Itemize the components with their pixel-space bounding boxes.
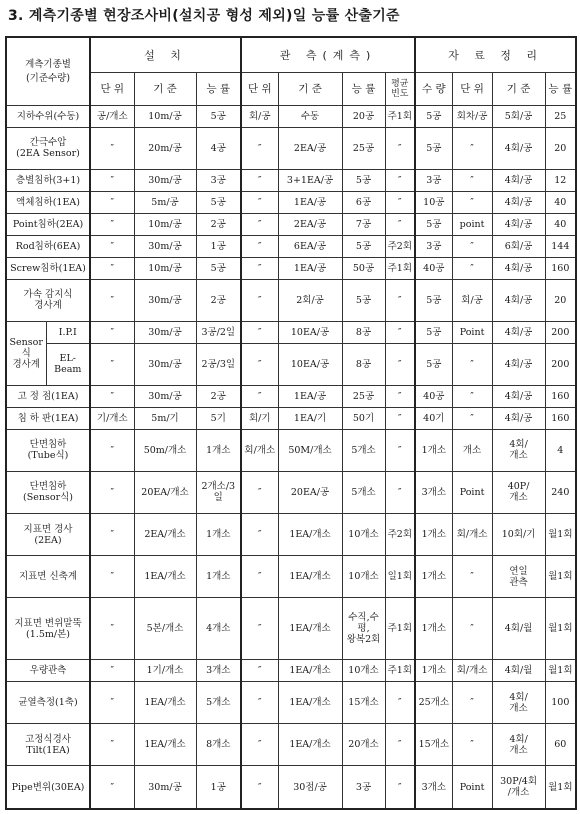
cell-d-qty: 5공	[415, 343, 452, 385]
table-row	[6, 213, 576, 235]
table-row	[6, 766, 576, 809]
cell-o-eff: 6공	[342, 191, 385, 213]
cell-o-unit: ″	[241, 127, 278, 169]
cell-o-std: 1EA/개소	[278, 660, 342, 682]
cell-d-std: 4회/ 개소	[492, 724, 545, 766]
cell-i-eff: 2공	[196, 213, 241, 235]
cell-i-eff: 3개소	[196, 660, 241, 682]
cell-i-unit: ″	[90, 556, 134, 598]
table-row	[6, 235, 576, 257]
item-label: 지표면 경사 (2EA)	[6, 513, 90, 555]
cell-o-eff: 수직,수평, 왕복2회	[342, 598, 385, 660]
cell-i-unit: ″	[90, 257, 134, 279]
cell-i-eff: 8개소	[196, 724, 241, 766]
item-label: 간극수압 (2EA Sensor)	[6, 127, 90, 169]
cell-i-std: 30m/공	[134, 321, 196, 343]
cell-d-eff: 200	[545, 321, 576, 343]
cell-i-eff: 1개소	[196, 429, 241, 471]
cell-d-qty: 3공	[415, 170, 452, 192]
cell-d-std: 5회/공	[492, 106, 545, 128]
cell-d-qty: 25개소	[415, 682, 452, 724]
cell-i-eff: 1개소	[196, 556, 241, 598]
cell-o-eff: 5개소	[342, 429, 385, 471]
cell-i-std: 30m/공	[134, 235, 196, 257]
table-row	[6, 660, 576, 682]
cell-o-unit: ″	[241, 385, 278, 407]
cell-d-eff: 200	[545, 343, 576, 385]
header-organize-qty: 수 량	[415, 73, 452, 106]
table-row	[6, 170, 576, 192]
cell-d-eff: 12	[545, 170, 576, 192]
cell-o-std: 1EA/개소	[278, 513, 342, 555]
cell-o-std: 2회/공	[278, 279, 342, 321]
cell-o-unit: ″	[241, 235, 278, 257]
cell-d-eff: 40	[545, 191, 576, 213]
cell-o-freq: 주2회	[385, 513, 415, 555]
cell-o-freq: ″	[385, 407, 415, 429]
cell-o-unit: ″	[241, 343, 278, 385]
item-label: Rod침하(6EA)	[6, 235, 90, 257]
cell-d-unit: point	[452, 213, 492, 235]
cell-d-std: 4회/공	[492, 343, 545, 385]
cell-d-unit: ″	[452, 343, 492, 385]
cell-o-unit: ″	[241, 766, 278, 809]
cell-d-qty: 1개소	[415, 556, 452, 598]
page-title: 3. 계측기종별 현장조사비(설치공 형성 제외)일 능률 산출기준	[8, 8, 400, 24]
cell-i-std: 30m/공	[134, 766, 196, 809]
cell-d-unit: ″	[452, 385, 492, 407]
cell-d-eff: 240	[545, 471, 576, 513]
table-row	[6, 321, 576, 343]
cell-i-eff: 1개소	[196, 513, 241, 555]
cell-d-unit: Point	[452, 321, 492, 343]
item-label: 단면침하 (Sensor식)	[6, 471, 90, 513]
cell-i-std: 1EA/개소	[134, 556, 196, 598]
cell-o-unit: 회/기	[241, 407, 278, 429]
cell-d-eff: 100	[545, 682, 576, 724]
cell-d-qty: 1개소	[415, 598, 452, 660]
cell-o-eff: 5공	[342, 235, 385, 257]
cell-d-qty: 40공	[415, 257, 452, 279]
cell-i-eff: 2공	[196, 279, 241, 321]
cell-o-eff: 3공	[342, 766, 385, 809]
cell-o-unit: 회/개소	[241, 429, 278, 471]
cell-o-eff: 10개소	[342, 513, 385, 555]
header-observe-efficiency: 능 률	[342, 73, 385, 106]
cell-o-unit: 회/공	[241, 106, 278, 128]
cell-d-qty: 40공	[415, 385, 452, 407]
cell-o-freq: ″	[385, 170, 415, 192]
cell-o-unit: ″	[241, 556, 278, 598]
cell-i-std: 20m/공	[134, 127, 196, 169]
header-observe-avg-freq: 평균 빈도	[385, 73, 415, 106]
cell-d-unit: 회차/공	[452, 106, 492, 128]
cell-i-unit: ″	[90, 235, 134, 257]
cell-o-std: 수동	[278, 106, 342, 128]
cell-o-eff: 8공	[342, 343, 385, 385]
cell-o-freq: 주1회	[385, 660, 415, 682]
cell-o-unit: ″	[241, 213, 278, 235]
cell-o-freq: ″	[385, 321, 415, 343]
table-row	[6, 513, 576, 555]
cell-o-std: 20EA/공	[278, 471, 342, 513]
cell-d-eff: 60	[545, 724, 576, 766]
cell-d-std: 4회/공	[492, 257, 545, 279]
item-label: Pipe변위(30EA)	[6, 766, 90, 809]
cell-o-eff: 10개소	[342, 660, 385, 682]
cell-i-unit: ″	[90, 385, 134, 407]
cell-o-freq: ″	[385, 724, 415, 766]
cell-i-std: 10m/공	[134, 213, 196, 235]
sensor-sub-label: I.P.I	[46, 321, 90, 343]
cell-d-unit: ″	[452, 235, 492, 257]
table-row	[6, 471, 576, 513]
cell-o-std: 10EA/공	[278, 343, 342, 385]
cell-i-std: 30m/공	[134, 170, 196, 192]
cell-o-unit: ″	[241, 682, 278, 724]
cell-d-std: 4회/공	[492, 407, 545, 429]
cell-i-eff: 3공/2일	[196, 321, 241, 343]
cell-o-std: 2EA/공	[278, 127, 342, 169]
cell-d-eff: 20	[545, 279, 576, 321]
cell-o-eff: 20개소	[342, 724, 385, 766]
cell-d-std: 4회/공	[492, 279, 545, 321]
cell-i-std: 30m/공	[134, 385, 196, 407]
cell-i-unit: ″	[90, 191, 134, 213]
cell-d-qty: 3개소	[415, 471, 452, 513]
cell-o-unit: ″	[241, 724, 278, 766]
cell-i-unit: ″	[90, 724, 134, 766]
item-label: 침 하 판(1EA)	[6, 407, 90, 429]
table-row	[6, 429, 576, 471]
table-row	[6, 257, 576, 279]
cell-o-unit: ″	[241, 191, 278, 213]
cell-o-unit: ″	[241, 170, 278, 192]
cell-d-eff: 40	[545, 213, 576, 235]
cell-i-eff: 1공	[196, 766, 241, 809]
cell-o-unit: ″	[241, 471, 278, 513]
cell-d-unit: Point	[452, 766, 492, 809]
cell-i-unit: ″	[90, 170, 134, 192]
table-body	[6, 106, 576, 810]
table-row	[6, 191, 576, 213]
cell-o-std: 1EA/개소	[278, 682, 342, 724]
cell-d-std: 4회/공	[492, 321, 545, 343]
cell-i-eff: 1공	[196, 235, 241, 257]
cell-o-std: 1EA/개소	[278, 598, 342, 660]
cell-d-qty: 5공	[415, 106, 452, 128]
cell-o-freq: ″	[385, 127, 415, 169]
cell-i-eff: 2공	[196, 385, 241, 407]
cell-d-unit: 회/공	[452, 279, 492, 321]
cell-o-freq: ″	[385, 343, 415, 385]
cell-d-unit: ″	[452, 170, 492, 192]
cell-d-eff: 월1회	[545, 598, 576, 660]
cell-o-eff: 5공	[342, 279, 385, 321]
item-label: 우량관측	[6, 660, 90, 682]
cell-i-std: 2EA/개소	[134, 513, 196, 555]
cell-o-std: 1EA/개소	[278, 556, 342, 598]
header-install-unit: 단 위	[90, 73, 134, 106]
cell-o-eff: 5개소	[342, 471, 385, 513]
cell-d-std: 4회/공	[492, 170, 545, 192]
cell-d-qty: 10공	[415, 191, 452, 213]
cell-d-unit: ″	[452, 191, 492, 213]
cell-d-std: 6회/공	[492, 235, 545, 257]
cell-o-std: 1EA/공	[278, 257, 342, 279]
cell-o-std: 1EA/공	[278, 385, 342, 407]
cell-o-std: 30점/공	[278, 766, 342, 809]
cell-i-eff: 5공	[196, 257, 241, 279]
cell-o-freq: 주1회	[385, 598, 415, 660]
header-install-efficiency: 능 률	[196, 73, 241, 106]
cell-o-eff: 25공	[342, 127, 385, 169]
item-label: 층별침하(3+1)	[6, 170, 90, 192]
item-label: 고 정 점(1EA)	[6, 385, 90, 407]
header-group-organize: 자 료 정 리	[415, 37, 576, 73]
item-label: 가속 감지식 경사계	[6, 279, 90, 321]
cell-i-eff: 4개소	[196, 598, 241, 660]
cell-i-unit: ″	[90, 598, 134, 660]
cell-i-unit: 기/개소	[90, 407, 134, 429]
cell-i-std: 10m/공	[134, 257, 196, 279]
table-row	[6, 407, 576, 429]
cell-d-qty: 3개소	[415, 766, 452, 809]
cell-o-freq: 일1회	[385, 556, 415, 598]
cell-o-std: 1EA/개소	[278, 724, 342, 766]
cell-o-freq: ″	[385, 429, 415, 471]
table-row	[6, 127, 576, 169]
item-label: 액체침하(1EA)	[6, 191, 90, 213]
cell-d-std: 4회/ 개소	[492, 682, 545, 724]
cell-i-std: 10m/공	[134, 106, 196, 128]
cell-o-unit: ″	[241, 321, 278, 343]
cell-o-eff: 15개소	[342, 682, 385, 724]
header-organize-unit: 단 위	[452, 73, 492, 106]
header-organize-efficiency: 능 률	[545, 73, 576, 106]
cell-d-unit: 회/개소	[452, 660, 492, 682]
cell-o-eff: 50기	[342, 407, 385, 429]
table-row	[6, 385, 576, 407]
header-observe-unit: 단 위	[241, 73, 278, 106]
cell-o-freq: ″	[385, 213, 415, 235]
cell-d-qty: 1개소	[415, 513, 452, 555]
cell-i-eff: 2공/3일	[196, 343, 241, 385]
item-label: 단면침하 (Tube식)	[6, 429, 90, 471]
cell-d-qty: 3공	[415, 235, 452, 257]
table-row	[6, 556, 576, 598]
cell-d-std: 4회/월	[492, 598, 545, 660]
cell-i-eff: 5기	[196, 407, 241, 429]
cell-d-eff: 월1회	[545, 513, 576, 555]
cell-i-std: 5본/개소	[134, 598, 196, 660]
item-label: 지표면 신축계	[6, 556, 90, 598]
cell-d-unit: 개소	[452, 429, 492, 471]
cell-d-unit: ″	[452, 407, 492, 429]
cell-i-eff: 5개소	[196, 682, 241, 724]
table-row	[6, 106, 576, 128]
cell-i-unit: ″	[90, 213, 134, 235]
cell-o-std: 3+1EA/공	[278, 170, 342, 192]
cell-i-eff: 4공	[196, 127, 241, 169]
cell-o-eff: 20공	[342, 106, 385, 128]
cell-i-unit: 공/개소	[90, 106, 134, 128]
cell-o-unit: ″	[241, 257, 278, 279]
cell-o-eff: 5공	[342, 170, 385, 192]
cell-d-std: 4회/공	[492, 213, 545, 235]
cell-d-unit: ″	[452, 556, 492, 598]
estimation-standard-table	[5, 36, 577, 810]
cell-i-unit: ″	[90, 429, 134, 471]
cell-o-eff: 8공	[342, 321, 385, 343]
sensor-sub-label: EL- Beam	[46, 343, 90, 385]
cell-i-unit: ″	[90, 343, 134, 385]
cell-i-unit: ″	[90, 127, 134, 169]
cell-d-eff: 월1회	[545, 660, 576, 682]
table-row	[6, 343, 576, 385]
cell-i-eff: 3공	[196, 170, 241, 192]
cell-i-std: 30m/공	[134, 343, 196, 385]
cell-d-eff: 144	[545, 235, 576, 257]
cell-d-eff: 20	[545, 127, 576, 169]
cell-d-std: 4회/공	[492, 191, 545, 213]
cell-d-qty: 5공	[415, 321, 452, 343]
cell-i-std: 20EA/개소	[134, 471, 196, 513]
cell-i-eff: 5공	[196, 106, 241, 128]
cell-i-std: 1기/개소	[134, 660, 196, 682]
header-item: 계측기종별 (기준수량)	[6, 37, 90, 106]
header-organize-standard: 기 준	[492, 73, 545, 106]
item-label: Point침하(2EA)	[6, 213, 90, 235]
cell-d-std: 10회/기	[492, 513, 545, 555]
cell-d-unit: ″	[452, 682, 492, 724]
cell-i-unit: ″	[90, 660, 134, 682]
table-row	[6, 598, 576, 660]
cell-o-std: 6EA/공	[278, 235, 342, 257]
cell-i-eff: 2개소/3일	[196, 471, 241, 513]
item-label: 지표면 변위말뚝 (1.5m/본)	[6, 598, 90, 660]
cell-d-qty: 40기	[415, 407, 452, 429]
cell-i-unit: ″	[90, 766, 134, 809]
cell-o-eff: 50공	[342, 257, 385, 279]
table-row	[6, 279, 576, 321]
cell-d-std: 4회/공	[492, 385, 545, 407]
cell-o-unit: ″	[241, 660, 278, 682]
cell-d-unit: Point	[452, 471, 492, 513]
cell-d-std: 40P/ 개소	[492, 471, 545, 513]
cell-i-unit: ″	[90, 471, 134, 513]
item-label: Screw침하(1EA)	[6, 257, 90, 279]
cell-i-unit: ″	[90, 682, 134, 724]
cell-d-unit: ″	[452, 724, 492, 766]
cell-o-freq: 주2회	[385, 235, 415, 257]
cell-o-eff: 10개소	[342, 556, 385, 598]
header-observe-standard: 기 준	[278, 73, 342, 106]
header-group-install: 설 치	[90, 37, 241, 73]
cell-d-std: 4회/월	[492, 660, 545, 682]
cell-i-std: 50m/개소	[134, 429, 196, 471]
cell-o-freq: 주1회	[385, 106, 415, 128]
cell-d-eff: 4	[545, 429, 576, 471]
cell-d-std: 4회/ 개소	[492, 429, 545, 471]
cell-i-eff: 5공	[196, 191, 241, 213]
cell-d-eff: 160	[545, 257, 576, 279]
cell-d-unit: ″	[452, 598, 492, 660]
cell-o-std: 1EA/기	[278, 407, 342, 429]
cell-d-unit: ″	[452, 257, 492, 279]
cell-o-eff: 7공	[342, 213, 385, 235]
cell-d-eff: 160	[545, 385, 576, 407]
cell-i-unit: ″	[90, 513, 134, 555]
cell-d-unit: ″	[452, 127, 492, 169]
header-group-observe: 관 측(계측)	[241, 37, 415, 73]
cell-o-freq: ″	[385, 471, 415, 513]
cell-o-freq: 주1회	[385, 257, 415, 279]
cell-d-qty: 15개소	[415, 724, 452, 766]
cell-d-eff: 25	[545, 106, 576, 128]
cell-o-unit: ″	[241, 513, 278, 555]
cell-d-qty: 1개소	[415, 429, 452, 471]
sensor-group-label: Sensor식 경사계	[6, 321, 46, 385]
cell-d-qty: 5공	[415, 127, 452, 169]
cell-i-std: 30m/공	[134, 279, 196, 321]
cell-i-std: 1EA/개소	[134, 724, 196, 766]
cell-o-freq: ″	[385, 191, 415, 213]
cell-o-eff: 25공	[342, 385, 385, 407]
cell-o-freq: ″	[385, 766, 415, 809]
cell-d-std: 4회/공	[492, 127, 545, 169]
table-row	[6, 682, 576, 724]
cell-o-std: 50M/개소	[278, 429, 342, 471]
cell-o-freq: ″	[385, 385, 415, 407]
cell-o-freq: ″	[385, 279, 415, 321]
cell-o-freq: ″	[385, 682, 415, 724]
cell-o-std: 1EA/공	[278, 191, 342, 213]
cell-d-qty: 1개소	[415, 660, 452, 682]
cell-o-unit: ″	[241, 279, 278, 321]
cell-d-unit: 회/개소	[452, 513, 492, 555]
cell-i-unit: ″	[90, 321, 134, 343]
cell-o-std: 10EA/공	[278, 321, 342, 343]
item-label: 균열측정(1축)	[6, 682, 90, 724]
cell-i-std: 5m/기	[134, 407, 196, 429]
cell-d-eff: 월1회	[545, 766, 576, 809]
cell-d-qty: 5공	[415, 279, 452, 321]
cell-i-unit: ″	[90, 279, 134, 321]
header-install-standard: 기 준	[134, 73, 196, 106]
cell-d-std: 30P/4회 /개소	[492, 766, 545, 809]
cell-i-std: 1EA/개소	[134, 682, 196, 724]
cell-o-std: 2EA/공	[278, 213, 342, 235]
table-row	[6, 724, 576, 766]
item-label: 고정식경사 Tilt(1EA)	[6, 724, 90, 766]
cell-o-unit: ″	[241, 598, 278, 660]
cell-d-qty: 5공	[415, 213, 452, 235]
cell-d-eff: 160	[545, 407, 576, 429]
cell-i-std: 5m/공	[134, 191, 196, 213]
cell-d-std: 연일 관측	[492, 556, 545, 598]
item-label: 지하수위(수동)	[6, 106, 90, 128]
cell-d-eff: 월1회	[545, 556, 576, 598]
